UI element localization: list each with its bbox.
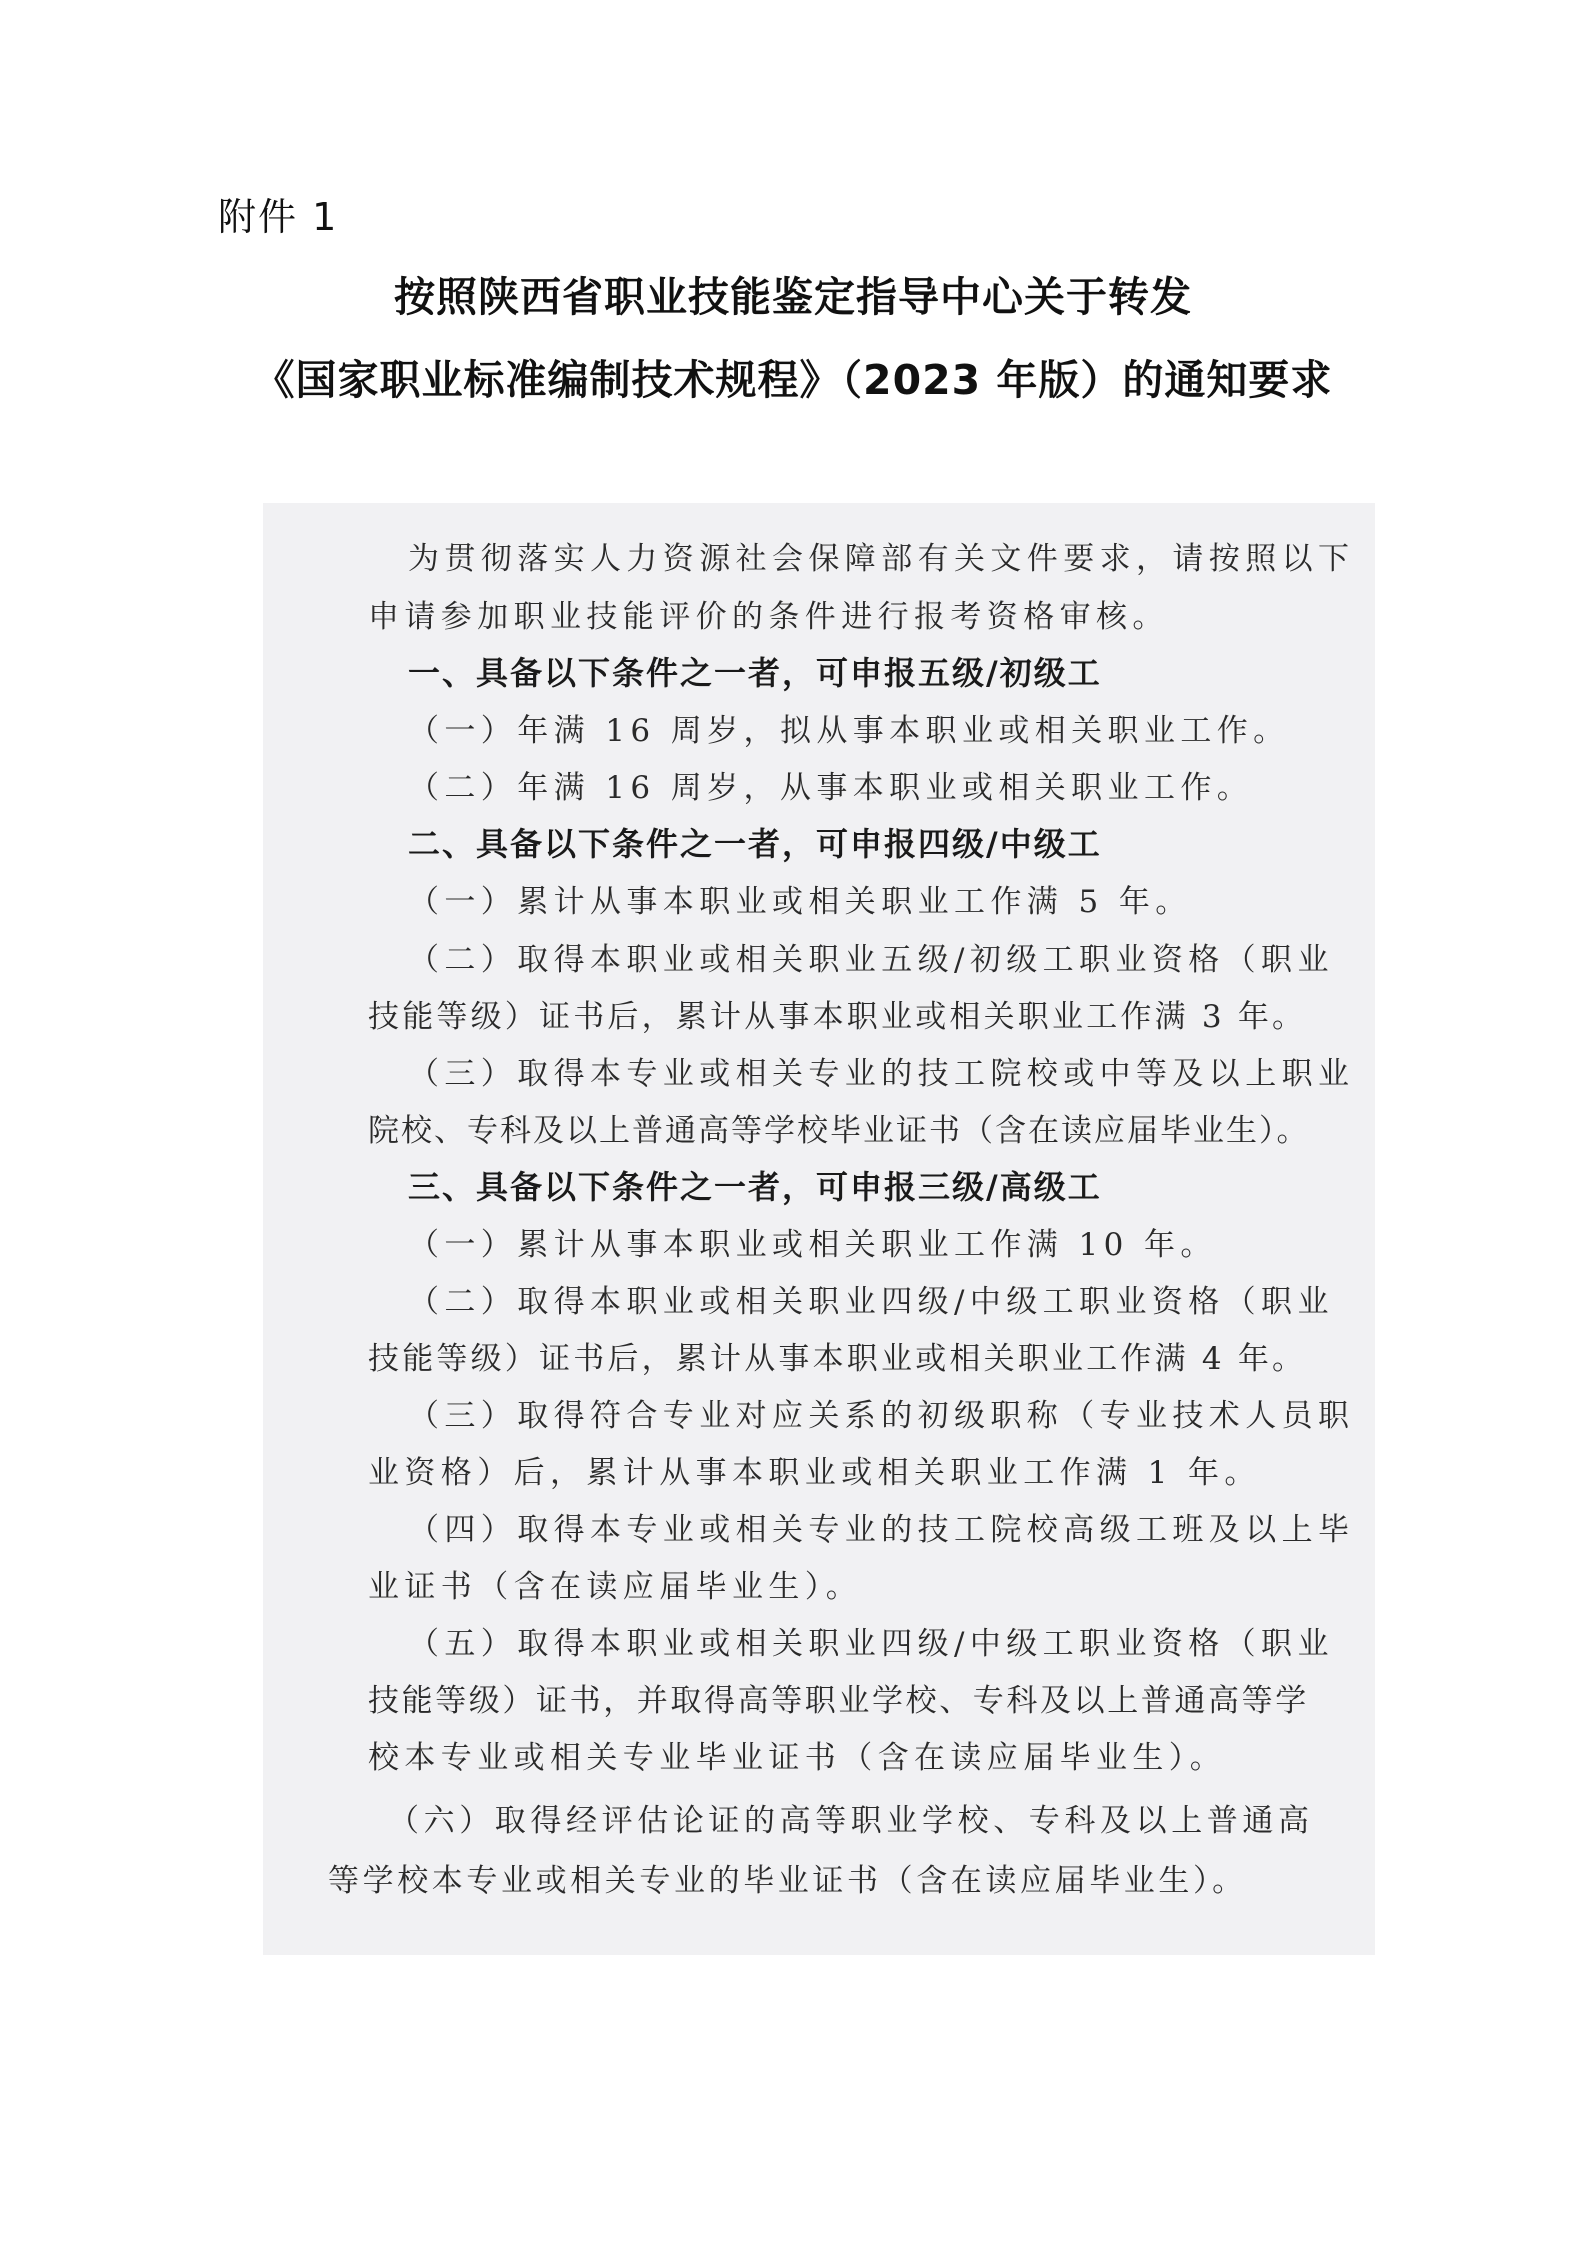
level5-heading: 一、具备以下条件之一者，可申报五级/初级工 xyxy=(408,654,1102,692)
level3-item-5-line-1: （五）取得本职业或相关职业四级/中级工职业资格（职业 xyxy=(408,1626,1334,1662)
level4-item-3-line-1: （三）取得本专业或相关专业的技工院校或中等及以上职业 xyxy=(408,1056,1355,1092)
level4-item-1: （一）累计从事本职业或相关职业工作满 5 年。 xyxy=(408,884,1192,920)
level3-item-6-line-1: （六）取得经评估论证的高等职业学校、专科及以上普通高 xyxy=(388,1803,1314,1839)
level3-item-6-line-2: 等学校本专业或相关专业的毕业证书（含在读应届毕业生）。 xyxy=(328,1863,1247,1899)
level4-item-2-line-1: （二）取得本职业或相关职业五级/初级工职业资格（职业 xyxy=(408,942,1334,978)
scanned-document-image xyxy=(263,503,1375,1955)
level4-item-2-line-2: 技能等级）证书后，累计从事本职业或相关职业工作满 3 年。 xyxy=(368,999,1307,1035)
level3-item-5-line-3: 校本专业或相关专业毕业证书（含在读应届毕业生）。 xyxy=(368,1740,1227,1776)
intro-line-1: 为贯彻落实人力资源社会保障部有关文件要求，请按照以下 xyxy=(408,541,1355,577)
level3-item-5-line-2: 技能等级）证书，并取得高等职业学校、专科及以上普通高等学 xyxy=(368,1683,1309,1719)
level3-heading: 三、具备以下条件之一者，可申报三级/高级工 xyxy=(408,1168,1102,1206)
intro-line-2: 申请参加职业技能评价的条件进行报考资格审核。 xyxy=(368,599,1169,635)
level3-item-1: （一）累计从事本职业或相关职业工作满 10 年。 xyxy=(408,1227,1217,1263)
level5-item-1: （一）年满 16 周岁，拟从事本职业或相关职业工作。 xyxy=(408,713,1290,749)
document-title-line-1: 按照陕西省职业技能鉴定指导中心关于转发 xyxy=(394,273,1192,321)
level3-item-3-line-1: （三）取得符合专业对应关系的初级职称（专业技术人员职 xyxy=(408,1398,1355,1434)
level3-item-4-line-1: （四）取得本专业或相关专业的技工院校高级工班及以上毕 xyxy=(408,1512,1355,1548)
document-title-line-2: 《国家职业标准编制技术规程》（2023 年版）的通知要求 xyxy=(253,356,1333,404)
level3-item-2-line-2: 技能等级）证书后，累计从事本职业或相关职业工作满 4 年。 xyxy=(368,1341,1307,1377)
level4-item-3-line-2: 院校、专科及以上普通高等学校毕业证书（含在读应届毕业生）。 xyxy=(368,1113,1310,1149)
level3-item-4-line-2: 业证书（含在读应届毕业生）。 xyxy=(368,1569,863,1605)
level5-item-2: （二）年满 16 周岁，从事本职业或相关职业工作。 xyxy=(408,770,1254,806)
level3-item-2-line-1: （二）取得本职业或相关职业四级/中级工职业资格（职业 xyxy=(408,1284,1334,1320)
level3-item-3-line-2: 业资格）后，累计从事本职业或相关职业工作满 1 年。 xyxy=(368,1455,1261,1491)
level4-heading: 二、具备以下条件之一者，可申报四级/中级工 xyxy=(408,825,1102,863)
attachment-label: 附件 1 xyxy=(218,195,339,239)
